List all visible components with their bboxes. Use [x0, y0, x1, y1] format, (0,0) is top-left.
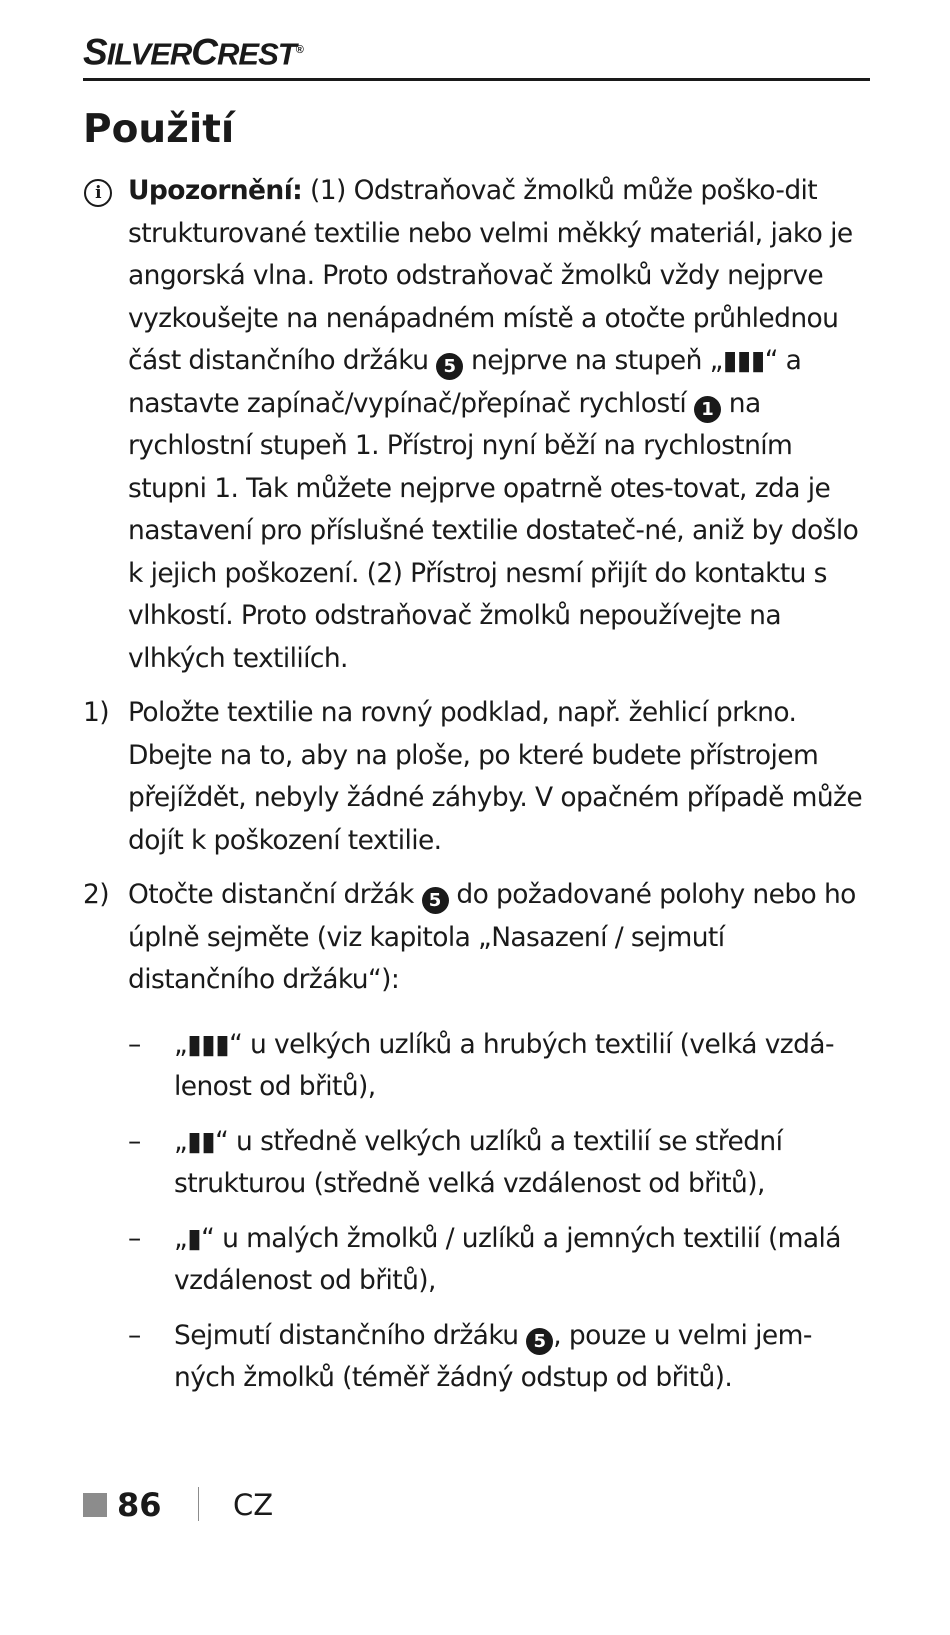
sub-list-item — [83, 1218, 873, 1303]
sub-list-item — [83, 1121, 873, 1206]
step-number: 1) — [83, 697, 109, 728]
sub-item-text: „▮▮“ u středně velkých uzlíků a textilií se střední strukturou (středně velká vzdálenost od břitů), — [174, 1125, 783, 1199]
sub-list-item — [83, 1315, 873, 1400]
sub-item-text: „▮“ u malých žmolků / uzlíků a jemných textilií (malá vzdálenost od břitů), — [174, 1222, 841, 1296]
dash-bullet: – — [128, 1125, 141, 1157]
step-text: Položte textilie na rovný podklad, např. žehlicí prkno. Dbejte na to, aby na ploše, po které budete přístrojem přejíždět, nebyly žádné záhyby. V opačném případě může dojít k poškození textilie. — [128, 697, 863, 856]
brand-logo: SILVERCREST® — [83, 31, 303, 73]
dash-bullet: – — [128, 1028, 141, 1060]
step-text: Otočte distanční držák — [128, 879, 422, 910]
step-item — [83, 692, 873, 862]
note-text: na rychlostní stupeň 1. Přístroj nyní běží na rychlostním stupni 1. Tak můžete nejprve opatrně otes-tovat, zda je nastavení pro příslušné textilie dostateč-né, aniž by došlo k jejich poškození. (2) Přístroj nesmí přijít do kontaktu s vlhkostí. Proto odstraňovač žmolků nepoužívejte na vlhkých textiliích. — [128, 387, 859, 674]
step-text: do požadované polohy nebo ho úplně sejměte (viz kapitola „Nasazení / sejmutí distančního držáku“): — [128, 879, 856, 995]
dash-bullet: – — [128, 1319, 141, 1351]
page-number: 86 — [117, 1486, 162, 1524]
reference-number-5: 5 — [436, 353, 463, 380]
sub-item-text: Sejmutí distančního držáku — [174, 1319, 527, 1351]
reference-number-1: 1 — [694, 396, 721, 423]
info-circle-icon: i — [84, 179, 112, 207]
page-content — [83, 170, 873, 1400]
footer-square-icon — [83, 1493, 107, 1517]
step-item — [83, 874, 873, 1002]
sub-item-text: „▮▮▮“ u velkých uzlíků a hrubých textilií (velká vzdá-lenost od břitů), — [174, 1028, 834, 1102]
step-number: 2) — [83, 879, 109, 910]
sub-item-text: , pouze u velmi jem-ných žmolků (téměř žádný odstup od břitů). — [174, 1319, 812, 1393]
reference-number-5: 5 — [526, 1328, 553, 1355]
reference-number-5: 5 — [422, 887, 449, 914]
note-text: nejprve na stupeň „▮▮▮“ a nastavte zapínač/vypínač/přepínač rychlostí — [128, 345, 802, 419]
dash-bullet: – — [128, 1222, 141, 1254]
note-block — [83, 170, 873, 680]
language-code: CZ — [233, 1488, 274, 1522]
page-footer — [83, 1485, 483, 1525]
sub-list-item — [83, 1024, 873, 1109]
note-label: Upozornění: — [128, 175, 303, 206]
footer-divider — [198, 1487, 199, 1521]
page-title: Použití — [83, 107, 235, 152]
note-text: (1) Odstraňovač žmolků může poško-dit strukturované textilie nebo velmi měkký materiál, jako je angorská vlna. Proto odstraňovač žmolků vždy nejprve vyzkoušejte na nenápadném místě a otočte průhlednou část distančního držáku — [128, 175, 853, 376]
page-header — [83, 30, 870, 81]
